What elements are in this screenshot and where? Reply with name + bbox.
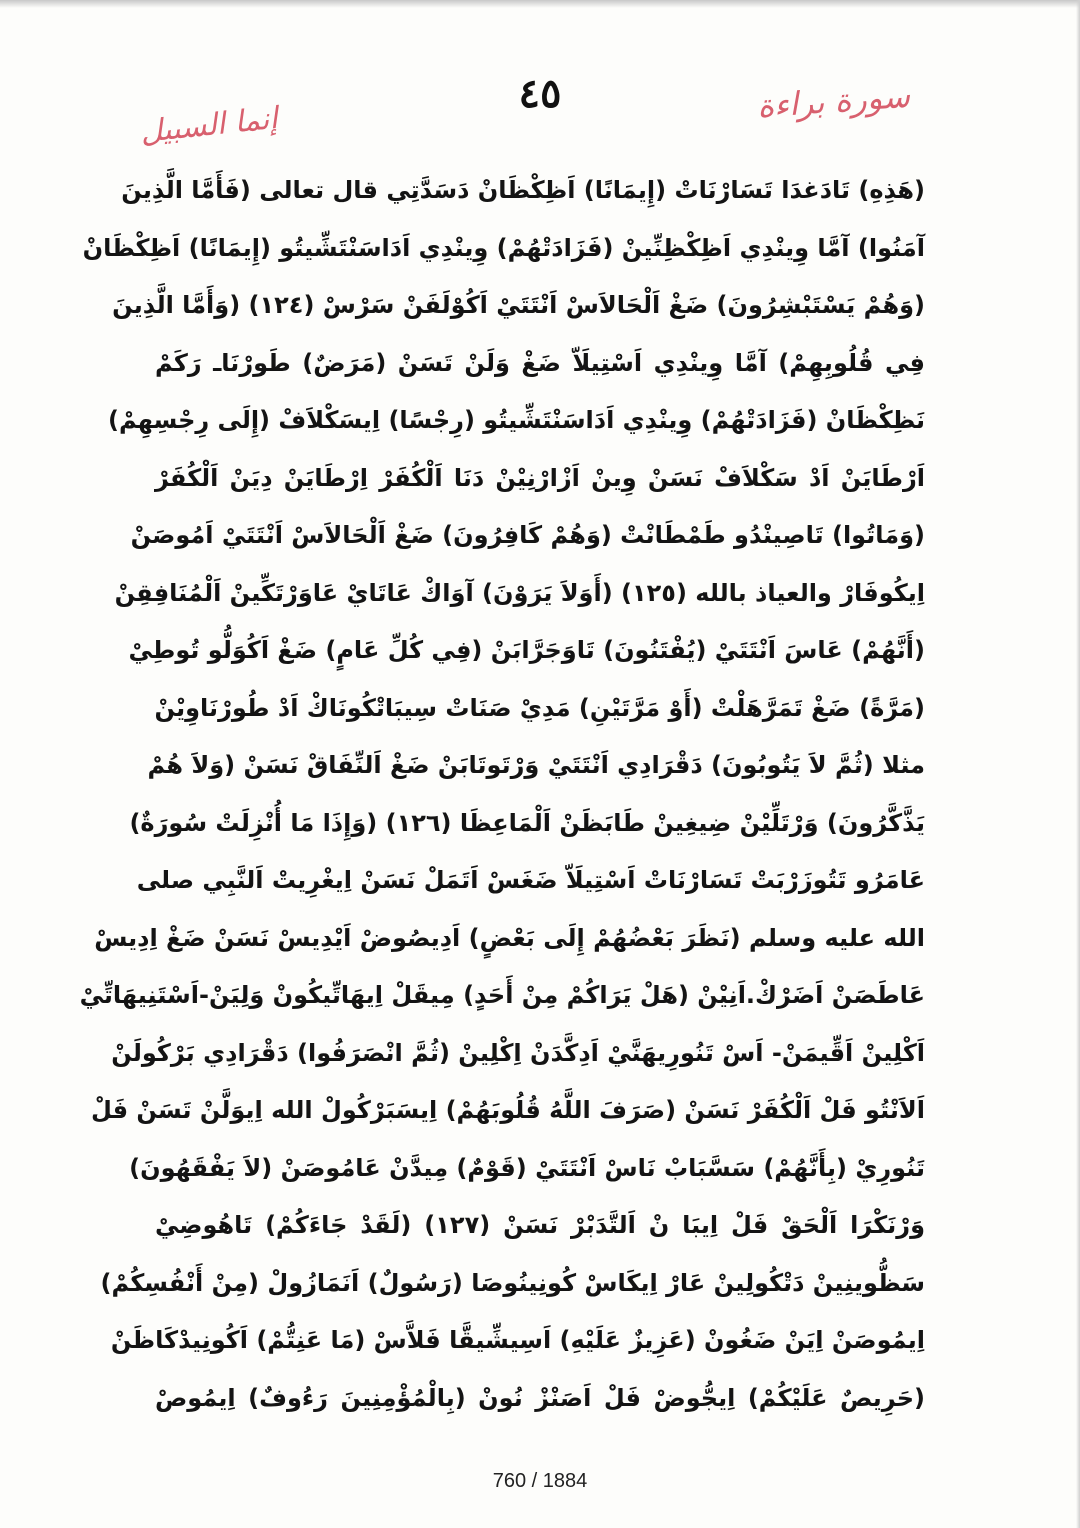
text-line: (أَنَّهُمْ) عَاسَ اَنْتَتَيْ (يُفْتَنُونَ) تَاوَجَرَّابَنْ (فِي كُلِّ عَامٍ) ضَغْ اَكُوَلُّو تُوطِيْ [128,636,925,664]
text-line: اِيكُوفَارْ والعياذ بالله (١٢٥) (أَوَلاَ يَرَوْنَ) آوَاكْ عَاتَايْ عَاوَرْتَكِّينْ اَلْمُنَافِقِنْ [114,578,925,607]
text-line: (مَرَّةً) ضَغْ تَمَرَّهَلْتْ (أَوْ مَرَّتَيْنِ) مَدِيْ صَنَاتْ سِيبَاتْكُونَاكْ اَدْ طُورْنَاوِيْنْ [154,693,925,722]
text-line: عَامَرُو تَتُوزَرْبَتْ تَسَارْنَاتْ اَسْتِيلَاّ ضَغَسْ اَتَمَلْ نَسَنْ اِيغْرِيتْ اَلنَّبِي صلى [136,866,925,894]
text-line: نَظِكْظَانْ (فَزَادَتْهُمْ) وِينْدِي اَدَاسَنْتَشِّيتُو (رِجْسًا) اِيسَكْلاَفْ (إِلَى رِجْسِهِمْ) [108,406,925,434]
text-line: اِيمُوصَنْ اِيَنْ ضَغُونْ (عَزِيزٌ عَلَيْهِ) اَسِيشِّيقَّا فَلاَّسْ (مَا عَنِتُّمْ) اَكُونِيدْكَاظَنْ [110,1326,925,1354]
text-body [79,162,925,1427]
text-line: عَاطَصَنْ اَضَرْكْ.اَنِيْنْ (هَلْ يَرَاكُمْ مِنْ أَحَدٍ) مِيقَلْ اِيهَاتِّيكُونْ وَلِيَنْ-اَسْتَنِيهَاتِّيْ [79,981,925,1009]
text-line: آمَنُوا) آمَّا وِينْدِي اَظِكْظِنِّينْ (فَزَادَتْهُمْ) وِينْدِي اَدَاسَنْتَشِّيتُو (إِيمَانًا) اَظِكْظَانْ [82,233,925,262]
text-line: الله عليه وسلم (نَظَرَ بَعْضُهُمْ إِلَى بَعْضٍ) اَدِيصُوضْ اَيْدِيسْ نَسَنْ ضَغْ اِدِيسْ [94,923,925,952]
text-line: تَنُورِيْ (بِأَنَّهُمْ) سَسَّبَابْ نَاسْ اَنْتَتَيْ (قَوْمٌ) مِيدَّنْ عَامُوصَنْ (لاَ يَفْقَهُونَ) [129,1153,925,1182]
text-line: اَكْلِينْ اَقِّيمَنْ- اَسْ تَنُورِيهَنَّيْ اَدِكَّدَنْ اِكْلِينْ (ثُمَّ انْصَرَفُوا) دَقْرَادِي بَرْكُولَنْ [111,1038,925,1067]
text-line: (هَذِهِ) تَادَغدَا تَسَارْنَاتْ (إِيمَانًا) اَظِكْظَانْ دَسَدَّتِي قال تعالى (فَأَمَّا الَّذِينَ [121,176,925,204]
text-line: يَذَّكَّرُونَ) وَرْتَلِّيْنْ ضِيغِينْ طَابَظَنْ اَلْمَاعِظَا (١٢٦) (وَإِذَا مَا أُنْزِلَتْ سُورَةٌ) [129,808,925,837]
text-line: اَلاَنْتُو فَلْ اَلْكُفَرْ نَسَنْ (صَرَفَ اللَّهُ قُلُوبَهُمْ) اِيسَبَرْكُولْ الله اِيوَلَّنْ تَسَنْ فَلْ [90,1096,925,1124]
text-line: فِي قُلُوبِهِمْ) آمَّا وِينْدِي اَسْتِيلَاّ ضَغْ وَلَنْ تَسَنْ (مَرَضٌ) طَورْنَاـ رَكَمْ [155,348,925,377]
text-line: مثلا (ثُمَّ لاَ يَتُوبُونَ) دَقْرَادِي اَنْتَتَيْ وَرْتَوتَابَنْ ضَغْ اَلنِّفَاقْ نَسَنْ (وَلاَ هُمْ [147,751,925,779]
text-line: سَظُّوينِينْ دَتْكُولِينْ عَارْ اِيكَاسْ كُونِينُوصَا (رَسُولٌ) اَنَمَازُولْ (مِنْ أَنْفُسِكُمْ) [100,1268,925,1297]
viewer-page-indicator: 760 / 1884 [492,1470,588,1492]
text-line: اَرْطَايَنْ اَدْ سَكْلاَفْ نَسَنْ وِينْ اَزْارْنِيْنْ دَنَا اَلْكُفَرْ اِرْطَايَنْ دِيَنْ اَلْكُفَرْ [155,463,925,492]
page-number: ٤٥ [518,70,562,117]
scan-top-shadow [0,0,1080,8]
scan-right-shadow [1076,0,1080,1528]
text-line: (وَهُمْ يَسْتَبْشِرُونَ) ضَغْ اَلْحَالاَسْ اَنْتَتَيْ اَكُوْلَفَنْ سَرْسْ (١٢٤) (وَأَمَّا الَّذِينَ [112,291,925,319]
text-line: وَرْنَكْرَا اَلْحَقْ فَلْ اِيبَا نْ اَلتَّدَبْرْ نَسَنْ (١٢٧) (لَقَدْ جَاءَكُمْ) تَاهُوضِيْ [155,1211,925,1239]
text-line: (حَرِيصٌ عَلَيْكُمْ) اِيجُّوضْ فَلْ اَصَنْزْ نُونْ (بِالْمُؤْمِنِينَ رَءُوفٌ) اِيمُوصْ [155,1383,925,1412]
text-line: (وَمَاتُوا) تَاصِينْدُو طَمْطَانْتْ (وَهُمْ كَافِرُونَ) ضَغْ اَلْحَالاَسْ اَنْتَتَيْ اَمُوصَنْ [130,521,925,549]
margin-handwritten-note: إنما السبيل [138,100,280,151]
surah-handwritten-note: سورة براءة [755,76,912,126]
